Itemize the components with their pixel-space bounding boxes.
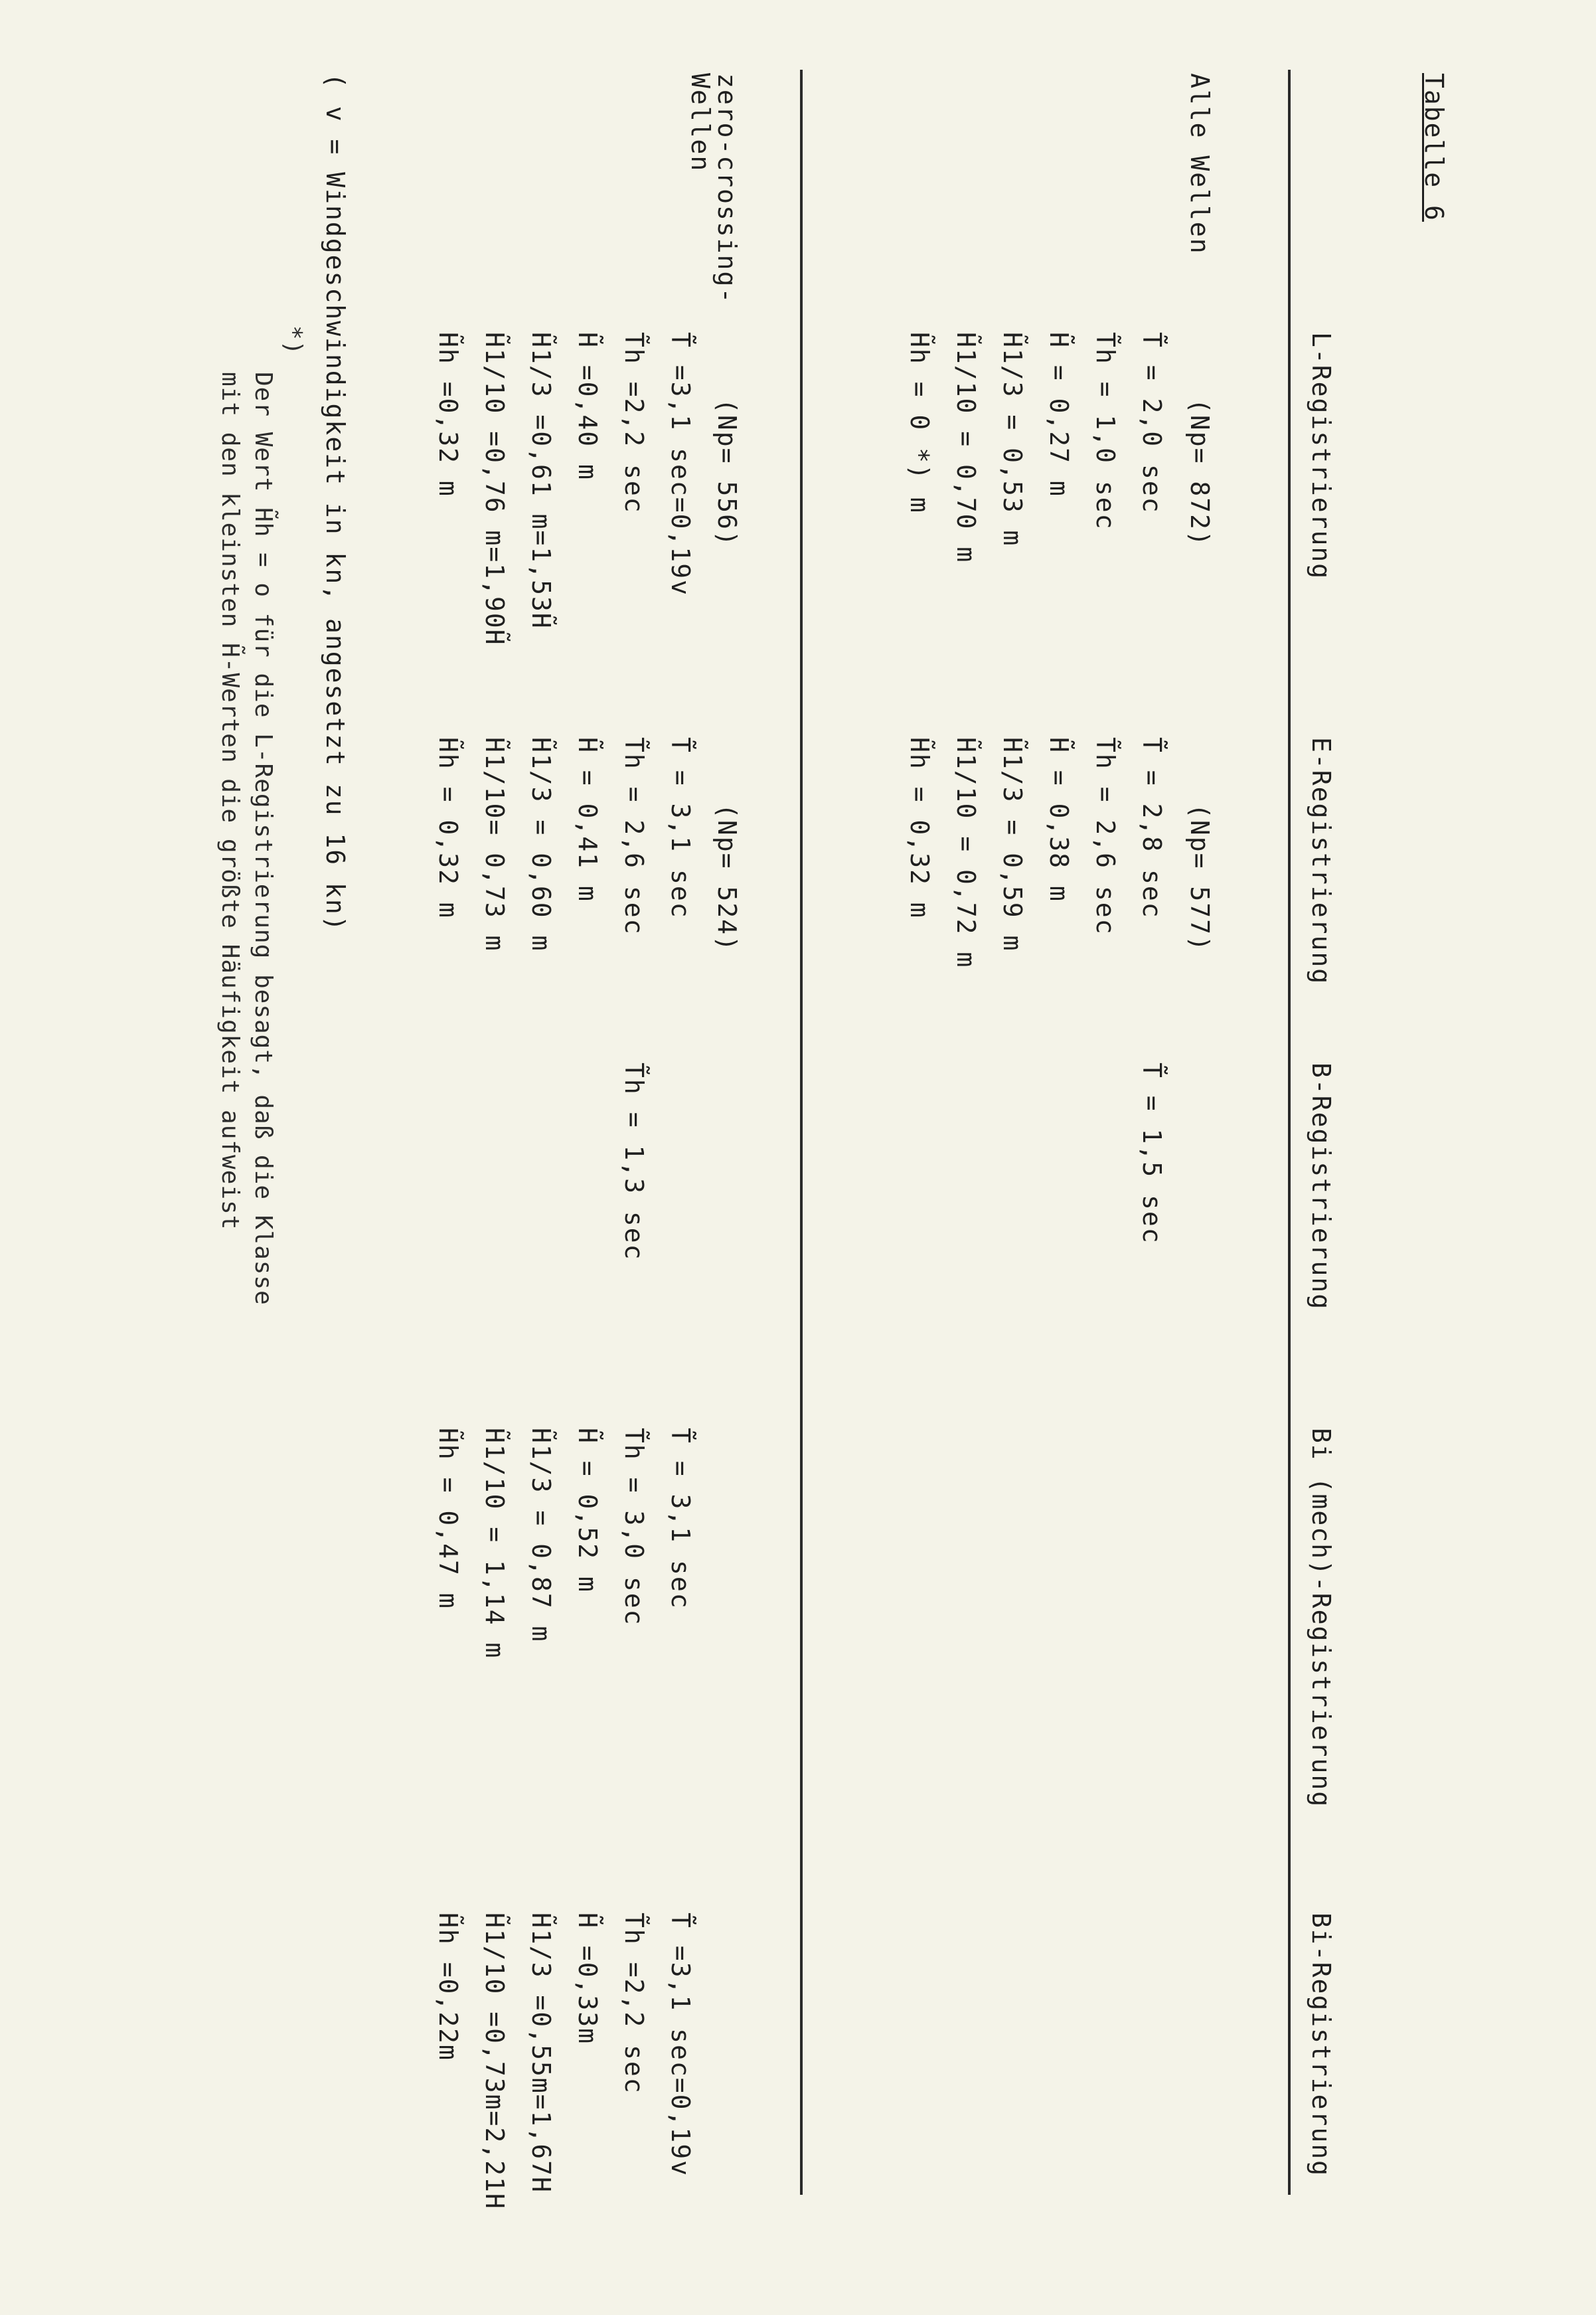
zc-e-row: T̃̃ = 3,1 sec <box>666 737 695 919</box>
footnote-marker: *) <box>279 325 307 356</box>
alle-e-row: H̃1/10 = 0,72 m <box>951 737 981 969</box>
zc-bimech-row: H̃h = 0,47 m <box>434 1428 463 1610</box>
alle-e-np: (Np= 577) <box>1185 804 1214 952</box>
zc-l-row: T̃̃ =3,1 sec=0,19v <box>666 332 695 597</box>
zc-bi-row: H̃̃ =0,33m <box>573 1913 602 2045</box>
zc-bimech-row: H̃̃ = 0,52 m <box>573 1428 602 1593</box>
zc-l-row: T̃h =2,2 sec <box>619 332 649 514</box>
section-label-wellen: Wellen <box>686 73 715 173</box>
zc-e-row: T̃h = 2,6 sec <box>619 737 649 936</box>
zc-l-row: H̃1/10 =0,76 m=1,90H̃ <box>480 332 509 646</box>
header-e-registrierung: E-Registrierung <box>1307 737 1336 986</box>
alle-l-np: (Np= 872) <box>1185 398 1214 547</box>
alle-e-row: H̃1/3 = 0,59 m <box>998 737 1027 952</box>
zc-bi-row: H̃1/10 =0,73m=2,21H <box>480 1913 509 2210</box>
zc-e-row: H̃1/10= 0,73 m <box>480 737 509 952</box>
wind-note: ( v = Windgeschwindigkeit in kn, angesetzt zu 16 kn) <box>321 73 350 932</box>
alle-l-row: T̃̃ = 2,0 sec <box>1137 332 1166 514</box>
zc-bi-row: T̃̃ =3,1 sec=0,19v <box>666 1913 695 2178</box>
zc-l-row: H̃̃ =0,40 m <box>573 332 602 481</box>
header-l-registrierung: L-Registrierung <box>1307 332 1336 580</box>
alle-b-row: T̃̃ = 1,5 sec <box>1137 1063 1166 1244</box>
zc-l-row: H̃h =0,32 m <box>434 332 463 497</box>
zc-bimech-row: T̃̃ = 3,1 sec <box>666 1428 695 1610</box>
zc-e-np: (Np= 524) <box>712 804 742 952</box>
header-bi-mech-registrierung: Bi (mech)-Registrierung <box>1307 1428 1336 1808</box>
zc-bimech-row: H̃1/10 = 1,14 m <box>480 1428 509 1660</box>
alle-l-row: H̃1/10 = 0,70 m <box>951 332 981 564</box>
header-rule <box>1288 70 1291 2195</box>
zc-bimech-row: T̃h = 3,0 sec <box>619 1428 649 1626</box>
table-bottom-rule <box>800 70 803 2195</box>
zc-bi-row: H̃1/3 =0,55m=1,67H <box>526 1913 556 2193</box>
section-label-alle-wellen: Alle Wellen <box>1185 73 1214 255</box>
zc-e-row: H̃h = 0,32 m <box>434 737 463 919</box>
zc-l-np: (Np= 556) <box>712 398 742 547</box>
alle-l-row: H̃1/3 = 0,53 m <box>998 332 1027 547</box>
alle-e-row: T̃̃ = 2,8 sec <box>1137 737 1166 919</box>
zc-e-row: H̃1/3 = 0,60 m <box>526 737 556 952</box>
zc-bimech-row: H̃1/3 = 0,87 m <box>526 1428 556 1643</box>
zc-bi-row: T̃h =2,2 sec <box>619 1913 649 2095</box>
alle-l-row: H̃̃ = 0,27 m <box>1044 332 1074 497</box>
section-label-zero-crossing: zero-crossing- <box>712 73 742 305</box>
zc-l-row: H̃1/3 =0,61 m=1,53H̃ <box>526 332 556 630</box>
header-b-registrierung: B-Registrierung <box>1307 1063 1336 1311</box>
alle-l-row: H̃h = 0 *) m <box>905 332 934 514</box>
header-bi-registrierung: Bi-Registrierung <box>1307 1913 1336 2178</box>
alle-e-row: H̃h = 0,32 m <box>905 737 934 919</box>
table-title: Tabelle 6 <box>1419 73 1449 222</box>
zc-b-row: T̃h = 1,3 sec <box>619 1063 649 1261</box>
zc-e-row: H̃̃ = 0,41 m <box>573 737 602 902</box>
alle-l-row: T̃h = 1,0 sec <box>1091 332 1120 531</box>
footnote-line-2: mit den kleinsten H̃-Werten die größte Häufigkeit aufweist <box>216 372 244 1231</box>
footnote-line-1: Der Wert H̃h = o für die L-Registrierung besagt, daß die Klasse <box>250 372 277 1306</box>
alle-e-row: T̃h = 2,6 sec <box>1091 737 1120 936</box>
alle-e-row: H̃̃ = 0,38 m <box>1044 737 1074 902</box>
zc-bi-row: H̃h =0,22m <box>434 1913 463 2061</box>
